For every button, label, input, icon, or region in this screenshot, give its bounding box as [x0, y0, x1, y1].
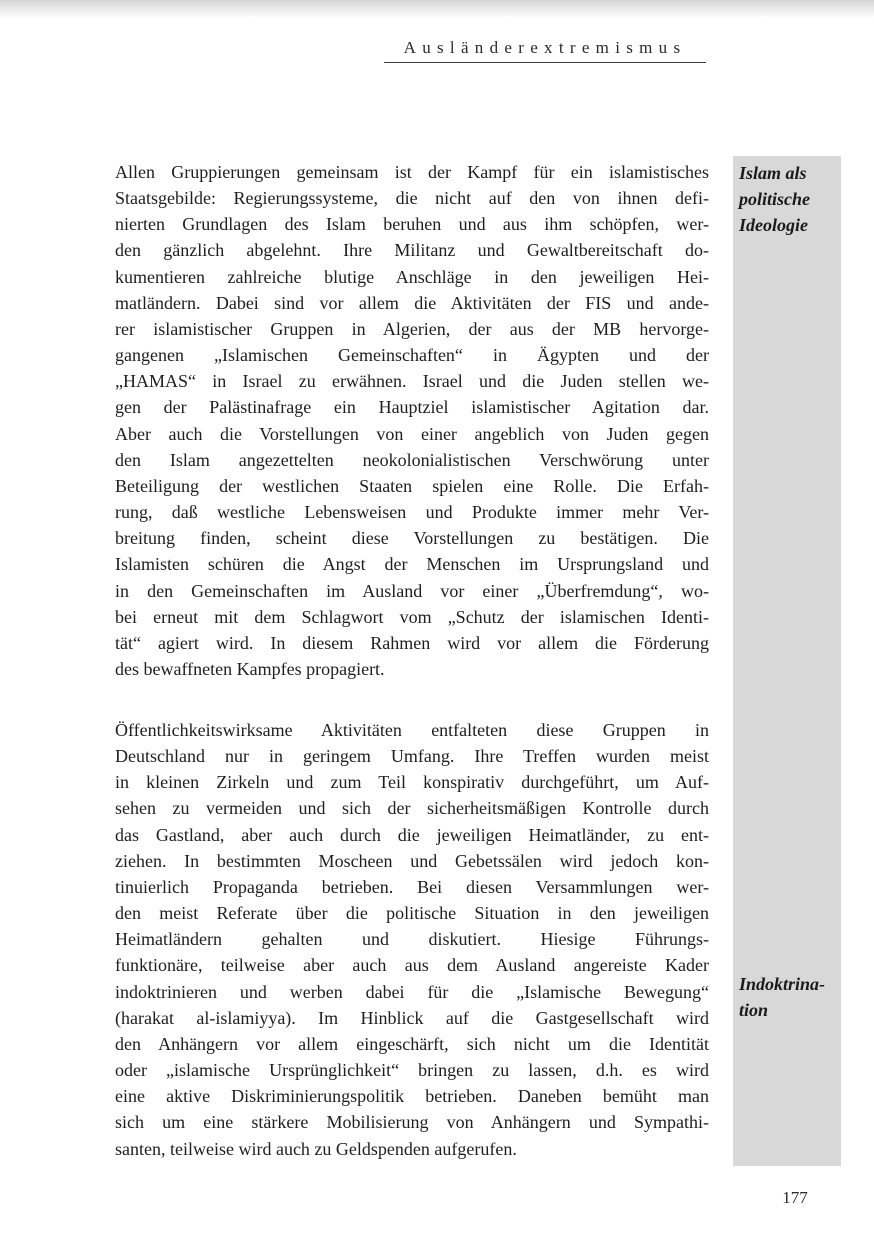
text-line: gangenen „Islamischen Gemeinschaften“ in Ägypten und der: [115, 345, 709, 366]
text-line: Beteiligung der westlichen Staaten spielen eine Rolle. Die Erfah-: [115, 475, 709, 496]
text-line: sehen zu vermeiden und sich der sicherheitsmäßigen Kontrolle durch: [115, 798, 709, 819]
body-paragraph-1: [115, 159, 709, 682]
body-paragraph-2: [115, 717, 709, 1162]
text-line: rung, daß westliche Lebensweisen und Produkte immer mehr Ver-: [115, 502, 709, 523]
text-line: ziehen. In bestimmten Moscheen und Gebetssälen wird jedoch kon-: [115, 850, 709, 871]
margin-note-indoctrination: [739, 971, 849, 1023]
text-line: den Anhängern vor allem eingeschärft, sich nicht um die Identität: [115, 1033, 709, 1054]
text-line: tinuierlich Propaganda betrieben. Bei diesen Versammlungen wer-: [115, 876, 709, 897]
margin-note-line: tion: [739, 1000, 769, 1020]
running-head: Ausländerextremismus: [384, 38, 706, 63]
text-line: gen der Palästinafrage ein Hauptziel islamistischer Agitation dar.: [115, 397, 709, 418]
text-line: Heimatländern gehalten und diskutiert. Hiesige Führungs-: [115, 929, 709, 950]
text-line: Islamisten schüren die Angst der Menschen im Ursprungsland und: [115, 554, 709, 575]
margin-note-line: Islam als: [739, 163, 807, 183]
text-line: Staatsgebilde: Regierungssysteme, die nicht auf den von ihnen defi-: [115, 188, 709, 209]
text-line: breitung finden, scheint diese Vorstellungen zu bestätigen. Die: [115, 528, 709, 549]
text-line: Deutschland nur in geringem Umfang. Ihre Treffen wurden meist: [115, 746, 709, 767]
margin-note-line: Indoktrina-: [739, 974, 826, 994]
text-line: indoktrinieren und werben dabei für die „Islamische Bewegung“: [115, 981, 709, 1002]
text-line: funktionäre, teilweise aber auch aus dem Ausland angereiste Kader: [115, 955, 709, 976]
text-line: tät“ agiert wird. In diesem Rahmen wird vor allem die Förderung: [115, 632, 709, 653]
text-line: bei erneut mit dem Schlagwort vom „Schutz der islamischen Identi-: [115, 606, 709, 627]
text-line: das Gastland, aber auch durch die jeweiligen Heimatländer, zu ent-: [115, 824, 709, 845]
text-line: matländern. Dabei sind vor allem die Aktivitäten der FIS und ande-: [115, 292, 709, 313]
text-line: den meist Referate über die politische Situation in den jeweiligen: [115, 903, 709, 924]
text-line: kumentieren zahlreiche blutige Anschläge in den jeweiligen Hei-: [115, 266, 709, 287]
text-line: eine aktive Diskriminierungspolitik betrieben. Daneben bemüht man: [115, 1086, 709, 1107]
text-line: „HAMAS“ in Israel zu erwähnen. Israel und die Juden stellen we-: [115, 371, 709, 392]
text-line: Allen Gruppierungen gemeinsam ist der Kampf für ein islamistisches: [115, 162, 709, 182]
text-line: den gänzlich abgelehnt. Ihre Militanz und Gewaltbereitschaft do-: [115, 240, 709, 261]
margin-note-islam-ideology: [739, 160, 849, 238]
text-line: santen, teilweise wird auch zu Geldspenden aufgerufen.: [115, 1138, 517, 1159]
text-line: des bewaffneten Kampfes propagiert.: [115, 658, 385, 679]
text-line: Aber auch die Vorstellungen von einer angeblich von Juden gegen: [115, 423, 709, 444]
margin-note-line: Ideologie: [739, 215, 808, 235]
page-number: 177: [782, 1188, 808, 1207]
text-line: Öffentlichkeitswirksame Aktivitäten entfalteten diese Gruppen in: [115, 720, 709, 740]
text-line: in den Gemeinschaften im Ausland vor einer „Überfremdung“, wo-: [115, 580, 709, 601]
text-line: rer islamistischer Gruppen in Algerien, der aus der MB hervorge-: [115, 318, 709, 339]
scan-edge-shadow: [0, 0, 874, 18]
text-line: nierten Grundlagen des Islam beruhen und aus ihm schöpfen, wer-: [115, 214, 709, 235]
text-line: den Islam angezettelten neokolonialistischen Verschwörung unter: [115, 449, 709, 470]
text-line: sich um eine stärkere Mobilisierung von Anhängern und Sympathi-: [115, 1112, 709, 1133]
text-line: (harakat al-islamiyya). Im Hinblick auf die Gastgesellschaft wird: [115, 1007, 709, 1028]
text-line: in kleinen Zirkeln und zum Teil konspirativ durchgeführt, um Auf-: [115, 772, 709, 793]
text-line: oder „islamische Ursprünglichkeit“ bringen zu lassen, d.h. es wird: [115, 1060, 709, 1081]
margin-note-line: politische: [739, 189, 810, 209]
